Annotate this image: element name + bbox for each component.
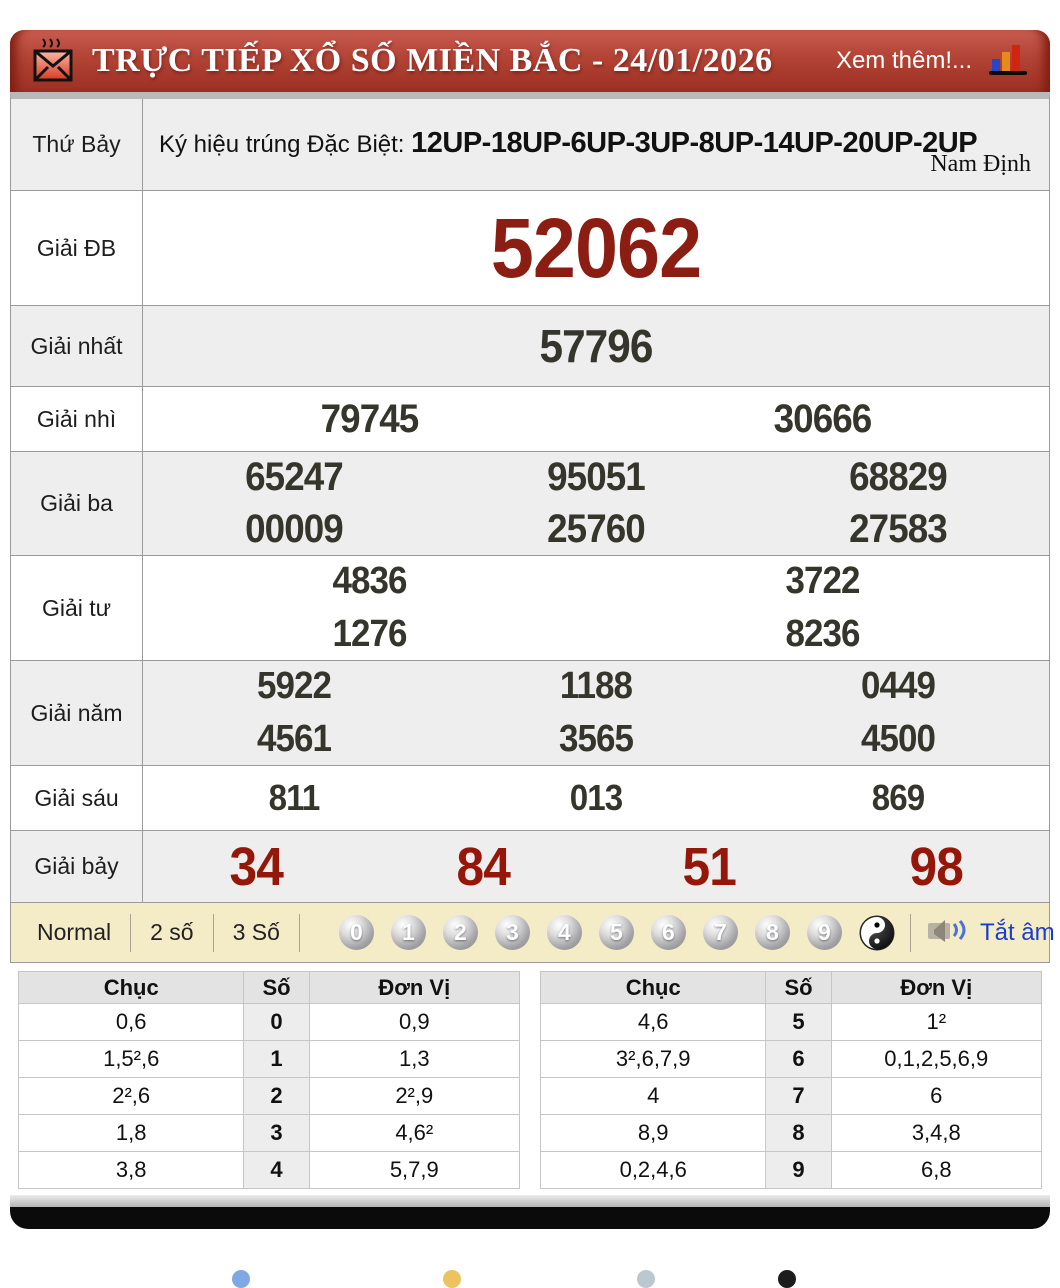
prize-label: Giải tư [11,556,143,660]
prize-label: Giải nhì [11,387,143,451]
table-row [19,1152,520,1189]
table-row [541,1004,1042,1041]
digit-ball-7[interactable]: 7 [703,915,738,950]
partial-icon-blue [232,1270,250,1288]
draw-info-row [11,99,1049,191]
tens-cell: 3,8 [19,1152,244,1189]
prize-row [11,452,1049,556]
prize-row [11,661,1049,766]
column-header: Chục [19,972,244,1004]
divider [213,914,214,952]
digit-ball-1[interactable]: 1 [391,915,426,950]
partial-icon-gray [637,1270,655,1288]
digit-ball-8[interactable]: 8 [755,915,790,950]
prize-number: 84 [456,836,510,897]
digit-cell: 1 [244,1041,309,1078]
head-tail-table [18,971,520,1189]
digit-cell: 7 [766,1078,831,1115]
table-row [19,1041,520,1078]
prize-number: 3565 [558,717,634,760]
prize-number: 52062 [490,200,702,295]
tens-cell: 1,5²,6 [19,1041,244,1078]
prize-number: 98 [909,836,963,897]
column-header: Đơn Vị [831,972,1041,1004]
digit-cell: 6 [766,1041,831,1078]
prize-numbers [143,452,1049,555]
column-header: Số [244,972,309,1004]
prize-number: 68829 [849,455,947,499]
prize-number: 4561 [256,717,332,760]
tens-cell: 0,6 [19,1004,244,1041]
prize-number: 30666 [773,396,872,441]
special-code-caption: Ký hiệu trúng Đặc Biệt: [159,131,412,158]
prize-number: 0449 [860,665,936,708]
results-table [10,92,1050,903]
column-header: Đơn Vị [309,972,519,1004]
prize-row [11,556,1049,661]
special-code-value: 12UP-18UP-6UP-3UP-8UP-14UP-20UP-2UP [411,127,978,159]
prize-number: 1188 [559,665,633,708]
digit-ball-2[interactable]: 2 [443,915,478,950]
tens-cell: 4 [541,1078,766,1115]
units-cell: 1² [831,1004,1041,1041]
table-row [19,1115,520,1152]
bar-chart-icon[interactable] [988,43,1030,79]
digit-ball-9[interactable]: 9 [807,915,842,950]
page-title: TRỰC TIẾP XỔ SỐ MIỀN BẮC - 24/01/2026 [92,42,773,79]
toolbar [10,903,1055,963]
head-tail-table [540,971,1042,1189]
prize-number: 25760 [547,507,645,551]
prize-numbers [143,306,1049,386]
prize-numbers [143,387,1049,451]
divider [299,914,300,952]
digit-ball-3[interactable]: 3 [495,915,530,950]
partial-icon-yellow [443,1270,461,1288]
mode-normal[interactable]: Normal [37,919,112,945]
digit-cell: 5 [766,1004,831,1041]
digit-cell: 3 [244,1115,309,1152]
hot-envelope-icon [30,37,76,85]
prize-label: Giải nhất [11,306,143,386]
digit-cell: 4 [244,1152,309,1189]
digit-cell: 8 [766,1115,831,1152]
prize-number: 5922 [256,665,332,708]
prize-number: 013 [569,777,623,818]
prize-numbers [143,766,1049,830]
units-cell: 0,9 [309,1004,519,1041]
tens-cell: 4,6 [541,1004,766,1041]
see-more-link[interactable]: Xem thêm!... [835,47,972,74]
prize-label: Giải năm [11,661,143,765]
digit-ball-5[interactable]: 5 [599,915,634,950]
digit-ball-6[interactable]: 6 [651,915,686,950]
units-cell: 3,4,8 [831,1115,1041,1152]
units-cell: 6 [831,1078,1041,1115]
head-tail-tables [18,971,1042,1189]
prize-number: 65247 [245,455,343,499]
yin-yang-ball-icon[interactable] [859,915,895,951]
draw-day-label: Thứ Bảy [11,99,143,190]
tens-cell: 0,2,4,6 [541,1152,766,1189]
prize-number: 51 [682,836,736,897]
speaker-icon[interactable] [926,914,972,952]
footer-silver-band [10,1195,1050,1207]
footer-black-bar [10,1207,1050,1229]
digit-cell: 0 [244,1004,309,1041]
prize-row [11,191,1049,306]
prize-row [11,831,1049,902]
prize-row [11,387,1049,452]
prize-numbers [143,191,1049,305]
digit-cell: 9 [766,1152,831,1189]
sound-controls [895,914,1055,952]
prize-number: 4500 [860,717,936,760]
prize-label: Giải ba [11,452,143,555]
mode-2-digits[interactable]: 2 số [150,919,194,945]
prize-number: 4836 [332,560,407,603]
units-cell: 6,8 [831,1152,1041,1189]
prize-label: Giải ĐB [11,191,143,305]
digit-ball-list [339,915,842,950]
table-row [541,1041,1042,1078]
prize-number: 1276 [332,612,407,655]
tens-cell: 8,9 [541,1115,766,1152]
table-row [541,1078,1042,1115]
table-row [19,1004,520,1041]
prize-number: 79745 [320,396,419,441]
units-cell: 1,3 [309,1041,519,1078]
prize-number: 57796 [539,320,653,372]
prize-label: Giải bảy [11,831,143,902]
digit-ball-4[interactable]: 4 [547,915,582,950]
units-cell: 0,1,2,5,6,9 [831,1041,1041,1078]
prize-numbers [143,661,1049,765]
table-row [541,1152,1042,1189]
prize-numbers [143,556,1049,660]
column-header: Số [766,972,831,1004]
prize-number: 869 [871,777,925,818]
mode-3-digits[interactable]: 3 Số [232,919,280,945]
tens-cell: 3²,6,7,9 [541,1041,766,1078]
prize-number: 95051 [547,455,645,499]
divider [130,914,131,952]
prize-row [11,306,1049,387]
province-name: Nam Định [930,151,1031,177]
header-bar [10,30,1050,92]
units-cell: 2²,9 [309,1078,519,1115]
prize-number: 811 [268,777,320,818]
table-row [541,1115,1042,1152]
partial-icon-black [778,1270,796,1288]
prize-number: 34 [229,836,283,897]
digit-cell: 2 [244,1078,309,1115]
units-cell: 5,7,9 [309,1152,519,1189]
lottery-page [0,30,1060,1276]
prize-number: 00009 [245,507,343,551]
prize-numbers [143,831,1049,902]
tens-cell: 2²,6 [19,1078,244,1115]
tens-cell: 1,8 [19,1115,244,1152]
units-cell: 4,6² [309,1115,519,1152]
digit-ball-0[interactable]: 0 [339,915,374,950]
special-code-cell [143,99,1049,190]
mute-sound-link[interactable]: Tắt âm [979,918,1055,946]
prize-rows [11,191,1049,902]
table-row [19,1078,520,1115]
prize-label: Giải sáu [11,766,143,830]
prize-row [11,766,1049,831]
prize-number: 27583 [849,507,947,551]
divider [910,914,911,952]
prize-number: 3722 [785,560,860,603]
column-header: Chục [541,972,766,1004]
prize-number: 8236 [785,612,860,655]
